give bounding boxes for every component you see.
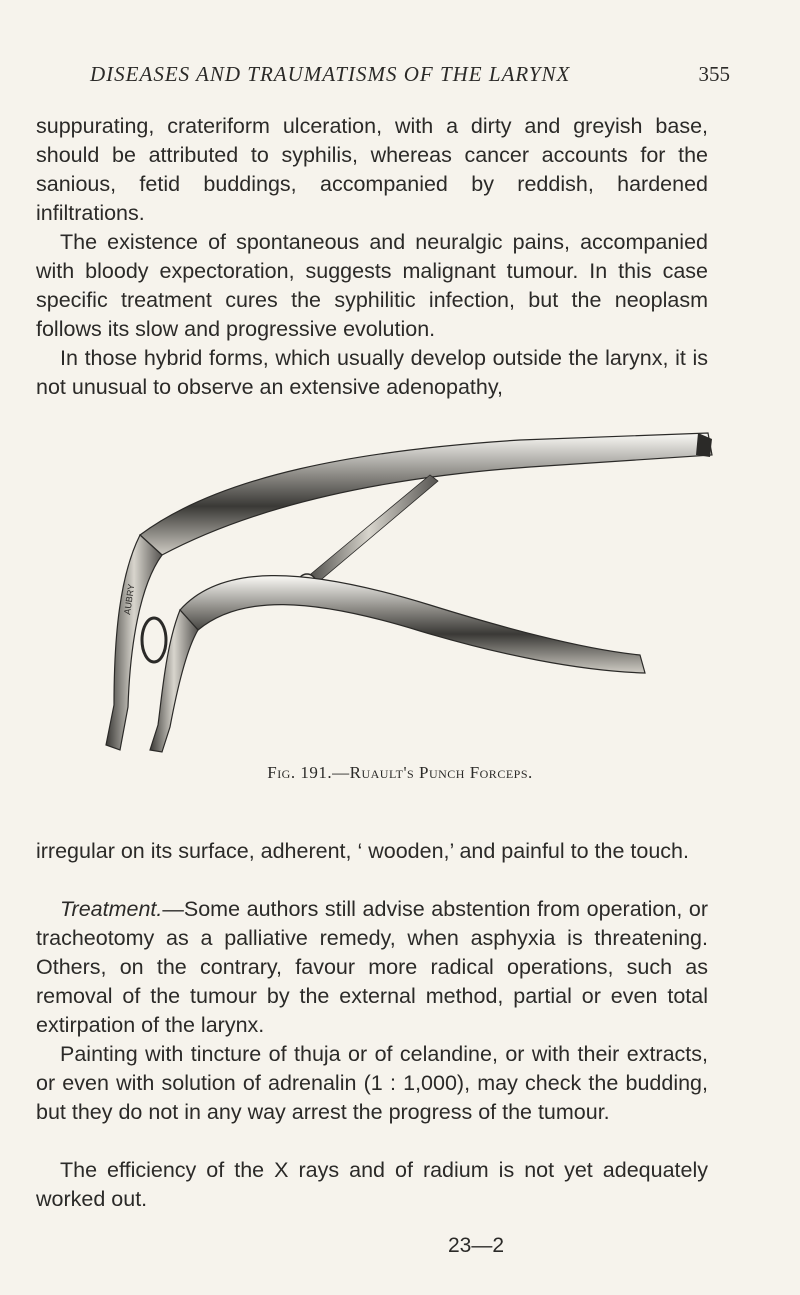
outer-handle <box>106 535 162 750</box>
punch-tip-icon <box>696 433 712 457</box>
page-number: 355 <box>698 62 730 86</box>
treatment-heading: Treatment. <box>60 897 163 921</box>
paragraph-spontaneous-pains: The existence of spontaneous and neuralgic pains, accompanied with bloody expectoration, suggests malignant tumour. In this case specific treatment cures the syphilitic infection, but the neoplasm follows its slow and progressive evolution. <box>36 230 708 341</box>
paragraph-suppurating: suppurating, crateriform ulceration, with a dirty and greyish base, should be attributed to syphilis, whereas cancer accounts for the sanious, fetid buddings, accompanied by reddish, hardened infiltrations. <box>36 114 708 225</box>
paragraph-hybrid-forms: In those hybrid forms, which usually develop outside the larynx, it is not unusual to observe an extensive adenopathy, <box>36 346 708 399</box>
maker-engraving: AUBRY <box>122 583 137 616</box>
running-head-title: DISEASES AND TRAUMATISMS OF THE LARYNX <box>90 62 571 86</box>
figure-caption: Fig. 191.—Ruault's Punch Forceps. <box>267 763 533 782</box>
punch-forceps-illustration <box>100 405 720 755</box>
paragraph-continuation: irregular on its surface, adherent, ‘ wooden,’ and painful to the touch. <box>36 839 689 863</box>
inner-handle <box>150 610 198 752</box>
lower-blade <box>180 576 645 673</box>
paragraph-treatment <box>36 895 708 1040</box>
treatment-text: —Some authors still advise abstention from operation, or tracheotomy as a palliative remedy, when asphyxia is threatening. Others, on the contrary, favour more radical operations, such as removal of the tumour by the external method, partial or even total extirpation of the larynx. <box>36 897 708 1037</box>
paragraph-painting: Painting with tincture of thuja or of celandine, or with their extracts, or even with solution of adrenalin (1 : 1,000), may check the budding, but they do not in any way arrest the progress of the tumour. <box>36 1042 708 1124</box>
finger-ring-icon <box>142 618 166 662</box>
paragraph-x-rays: The efficiency of the X rays and of radium is not yet adequately worked out. <box>36 1158 708 1211</box>
upper-shaft <box>140 433 712 555</box>
signature-mark: 23—2 <box>448 1234 505 1257</box>
running-head <box>90 62 730 87</box>
